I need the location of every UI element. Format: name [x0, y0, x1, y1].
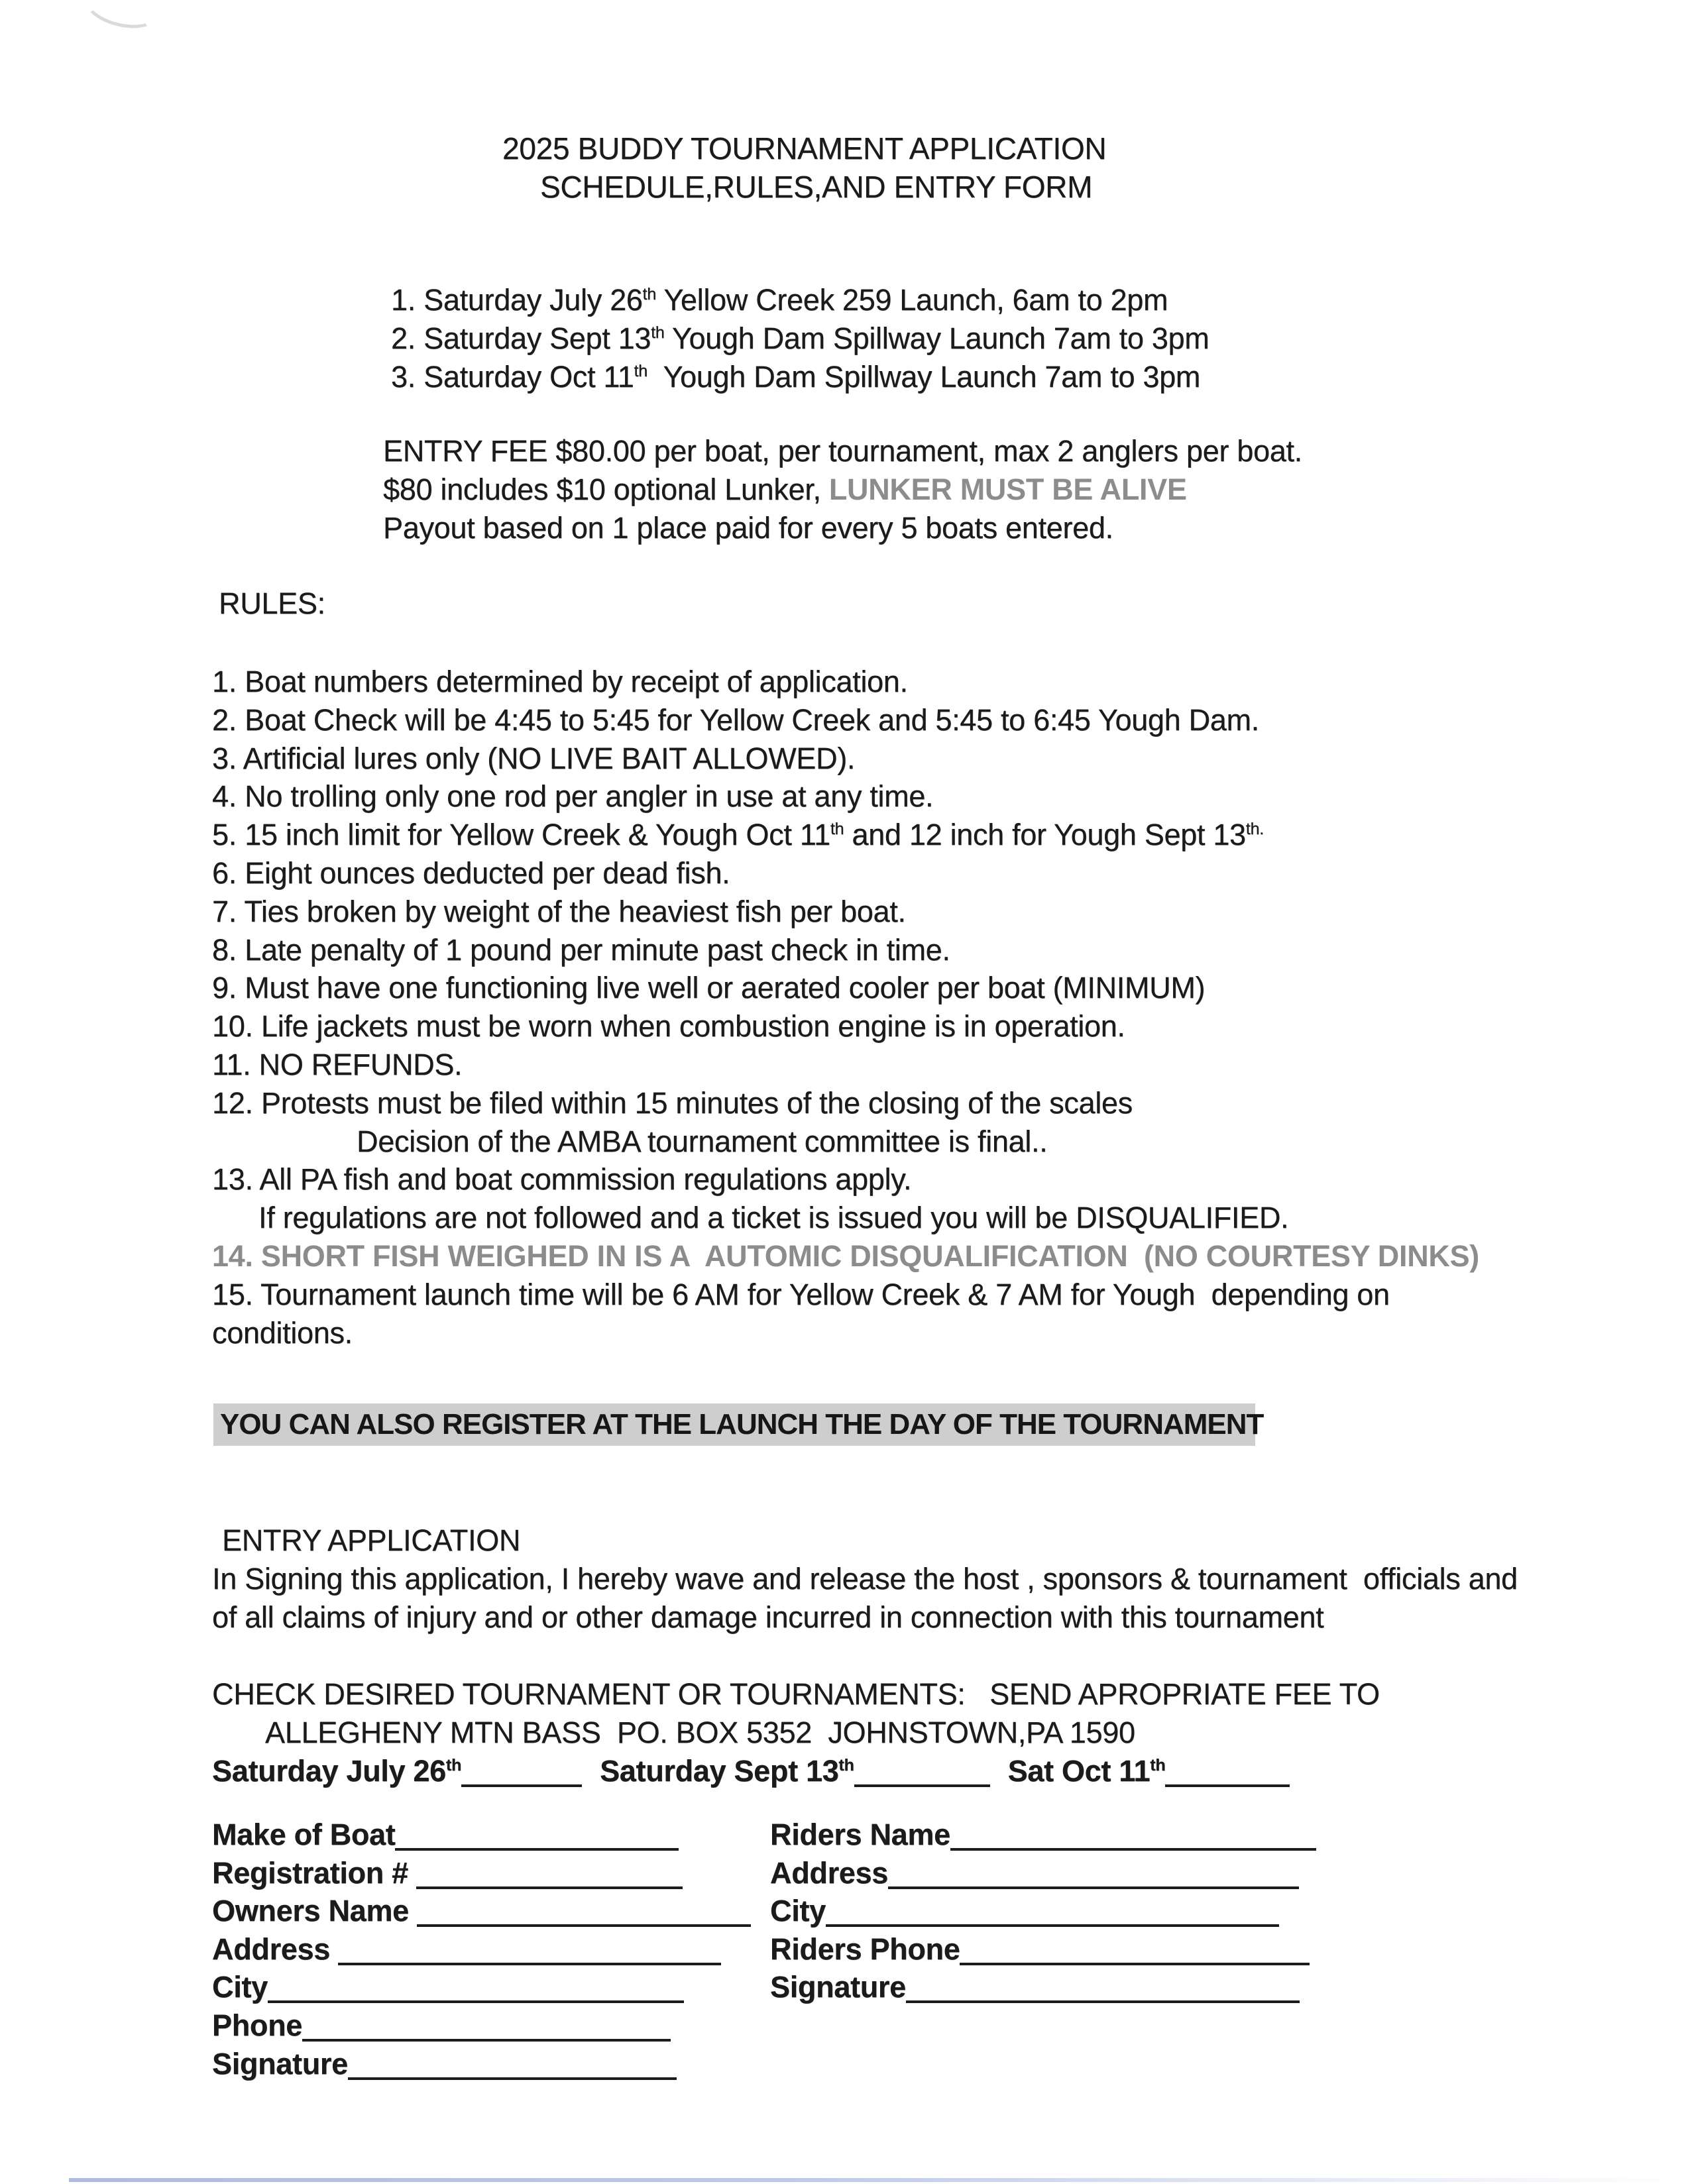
riders-name-label: Riders Name — [770, 1818, 950, 1851]
owner-phone-label: Phone — [212, 2008, 303, 2042]
schedule-item-2: 2. Saturday Sept 13th Yough Dam Spillway Launch 7am to 3pm — [391, 321, 1209, 355]
document-title: 2025 BUDDY TOURNAMENT APPLICATION — [502, 131, 1107, 166]
rule-15-continuation: conditions. — [212, 1315, 353, 1350]
check-desired-section — [212, 1675, 1380, 1790]
rule-3: 3. Artificial lures only (NO LIVE BAIT ALLOWED). — [212, 741, 856, 775]
rider-signature-fill-line[interactable] — [906, 1978, 1300, 2003]
rider-city-label: City — [770, 1894, 826, 1928]
registration-number-fill-line[interactable] — [416, 1864, 683, 1889]
owner-city-fill-line[interactable] — [268, 1978, 684, 2003]
rider-signature-label: Signature — [770, 1970, 906, 2004]
option-sept-13-fill-line[interactable] — [854, 1762, 990, 1787]
rule-7: 7. Ties broken by weight of the heaviest fish per boat. — [212, 894, 906, 928]
form-row — [212, 1854, 751, 1892]
rider-address-label: Address — [770, 1855, 888, 1890]
scan-edge-artifact — [69, 2178, 1686, 2182]
form-row — [770, 1968, 1316, 2006]
rules-heading: RULES: — [219, 586, 325, 620]
owner-signature-fill-line[interactable] — [348, 2055, 677, 2080]
rule-13-continuation: If regulations are not followed and a ticket is issued you will be DISQUALIFIED. — [258, 1201, 1289, 1235]
form-row — [212, 1930, 751, 1969]
rider-form-column — [770, 1816, 1316, 2006]
entry-fee-section — [383, 432, 1302, 547]
rule-15: 15. Tournament launch time will be 6 AM for Yellow Creek & 7 AM for Yough depending on — [212, 1277, 1390, 1311]
owner-address-label: Address — [212, 1932, 339, 1966]
rule-13: 13. All PA fish and boat commission regulations apply. — [212, 1162, 912, 1197]
make-of-boat-fill-line[interactable] — [395, 1826, 679, 1851]
rule-8: 8. Late penalty of 1 pound per minute past check in time. — [212, 932, 950, 967]
mailing-address-line: ALLEGHENY MTN BASS PO. BOX 5352 JOHNSTOWN,PA 1590 — [265, 1715, 1135, 1749]
rule-1: 1. Boat numbers determined by receipt of application. — [212, 665, 908, 698]
schedule-item-1: 1. Saturday July 26th Yellow Creek 259 Launch, 6am to 2pm — [391, 283, 1168, 317]
form-row — [212, 1816, 751, 1854]
waiver-line-2: of all claims of injury and or other damage incurred in connection with this tournament — [212, 1600, 1324, 1634]
form-row — [770, 1892, 1316, 1930]
rule-4: 4. No trolling only one rod per angler in use at any time. — [212, 779, 934, 814]
rule-6: 6. Eight ounces deducted per dead fish. — [212, 855, 730, 890]
make-of-boat-label: Make of Boat — [212, 1818, 396, 1851]
register-at-launch-banner: YOU CAN ALSO REGISTER AT THE LAUNCH THE DAY OF THE TOURNAMENT — [213, 1403, 1255, 1446]
scan-smudge-artifact — [82, 0, 161, 35]
waiver-line-1: In Signing this application, I hereby wave and release the host , sponsors & tournament officials and — [212, 1561, 1518, 1596]
owner-signature-label: Signature — [212, 2046, 348, 2081]
tournament-options-row — [212, 1752, 1380, 1790]
lunker-must-be-alive-note: LUNKER MUST BE ALIVE — [828, 472, 1187, 506]
registration-number-label: Registration # — [212, 1855, 417, 1890]
form-row — [212, 2006, 751, 2045]
option-july-26-label: Saturday July 26th — [212, 1753, 462, 1788]
riders-name-fill-line[interactable] — [950, 1826, 1316, 1851]
form-row — [770, 1930, 1316, 1969]
form-row — [212, 1968, 751, 2006]
form-row — [770, 1816, 1316, 1854]
rules-list — [212, 663, 1479, 1352]
riders-phone-fill-line[interactable] — [960, 1940, 1310, 1965]
rider-address-fill-line[interactable] — [888, 1864, 1299, 1889]
rule-11: 11. NO REFUNDS. — [212, 1047, 463, 1081]
form-row — [212, 1892, 751, 1930]
form-row — [212, 2045, 751, 2083]
entry-application-heading: ENTRY APPLICATION — [222, 1523, 521, 1557]
rule-12: 12. Protests must be filed within 15 minutes of the closing of the scales — [212, 1085, 1133, 1120]
option-oct-11-fill-line[interactable] — [1165, 1762, 1290, 1787]
lunker-line — [383, 470, 1302, 509]
schedule-list — [391, 281, 1209, 396]
rider-city-fill-line[interactable] — [826, 1902, 1279, 1927]
owner-address-fill-line[interactable] — [338, 1940, 721, 1965]
payout-line: Payout based on 1 place paid for every 5 boats entered. — [383, 510, 1113, 545]
lunker-option-text: $80 includes $10 optional Lunker, — [383, 472, 829, 506]
rule-12-continuation: Decision of the AMBA tournament committee is final.. — [357, 1124, 1048, 1158]
check-desired-line: CHECK DESIRED TOURNAMENT OR TOURNAMENTS: SEND APROPRIATE FEE TO — [212, 1677, 1380, 1711]
riders-phone-label: Riders Phone — [770, 1932, 960, 1966]
boater-form-column — [212, 1816, 751, 2083]
owners-name-label: Owners Name — [212, 1894, 418, 1928]
entry-fee-line: ENTRY FEE $80.00 per boat, per tournament, max 2 anglers per boat. — [383, 434, 1302, 468]
owners-name-fill-line[interactable] — [417, 1902, 751, 1927]
rule-10: 10. Life jackets must be worn when combustion engine is in operation. — [212, 1009, 1125, 1044]
owner-phone-fill-line[interactable] — [302, 2016, 671, 2042]
schedule-item-3: 3. Saturday Oct 11th Yough Dam Spillway Launch 7am to 3pm — [391, 359, 1200, 394]
rule-2: 2. Boat Check will be 4:45 to 5:45 for Yellow Creek and 5:45 to 6:45 Yough Dam. — [212, 702, 1259, 737]
rule-5: 5. 15 inch limit for Yellow Creek & Yough Oct 11th and 12 inch for Yough Sept $13^{th.}$ — [212, 818, 1264, 852]
form-row — [770, 1854, 1316, 1892]
owner-city-label: City — [212, 1970, 268, 2004]
rule-14: 14. SHORT FISH WEIGHED IN IS A AUTOMIC DISQUALIFICATION (NO COURTESY DINKS) — [212, 1238, 1479, 1273]
document-subtitle: SCHEDULE,RULES,AND ENTRY FORM — [540, 170, 1093, 204]
option-july-26-fill-line[interactable] — [461, 1762, 582, 1787]
option-sept-13-label: Saturday Sept 13th — [600, 1753, 854, 1788]
option-oct-11-label: Sat Oct 11th — [1007, 1753, 1166, 1788]
entry-application-section — [212, 1521, 1518, 1636]
rule-9: 9. Must have one functioning live well or aerated cooler per boat (MINIMUM) — [212, 971, 1206, 1005]
